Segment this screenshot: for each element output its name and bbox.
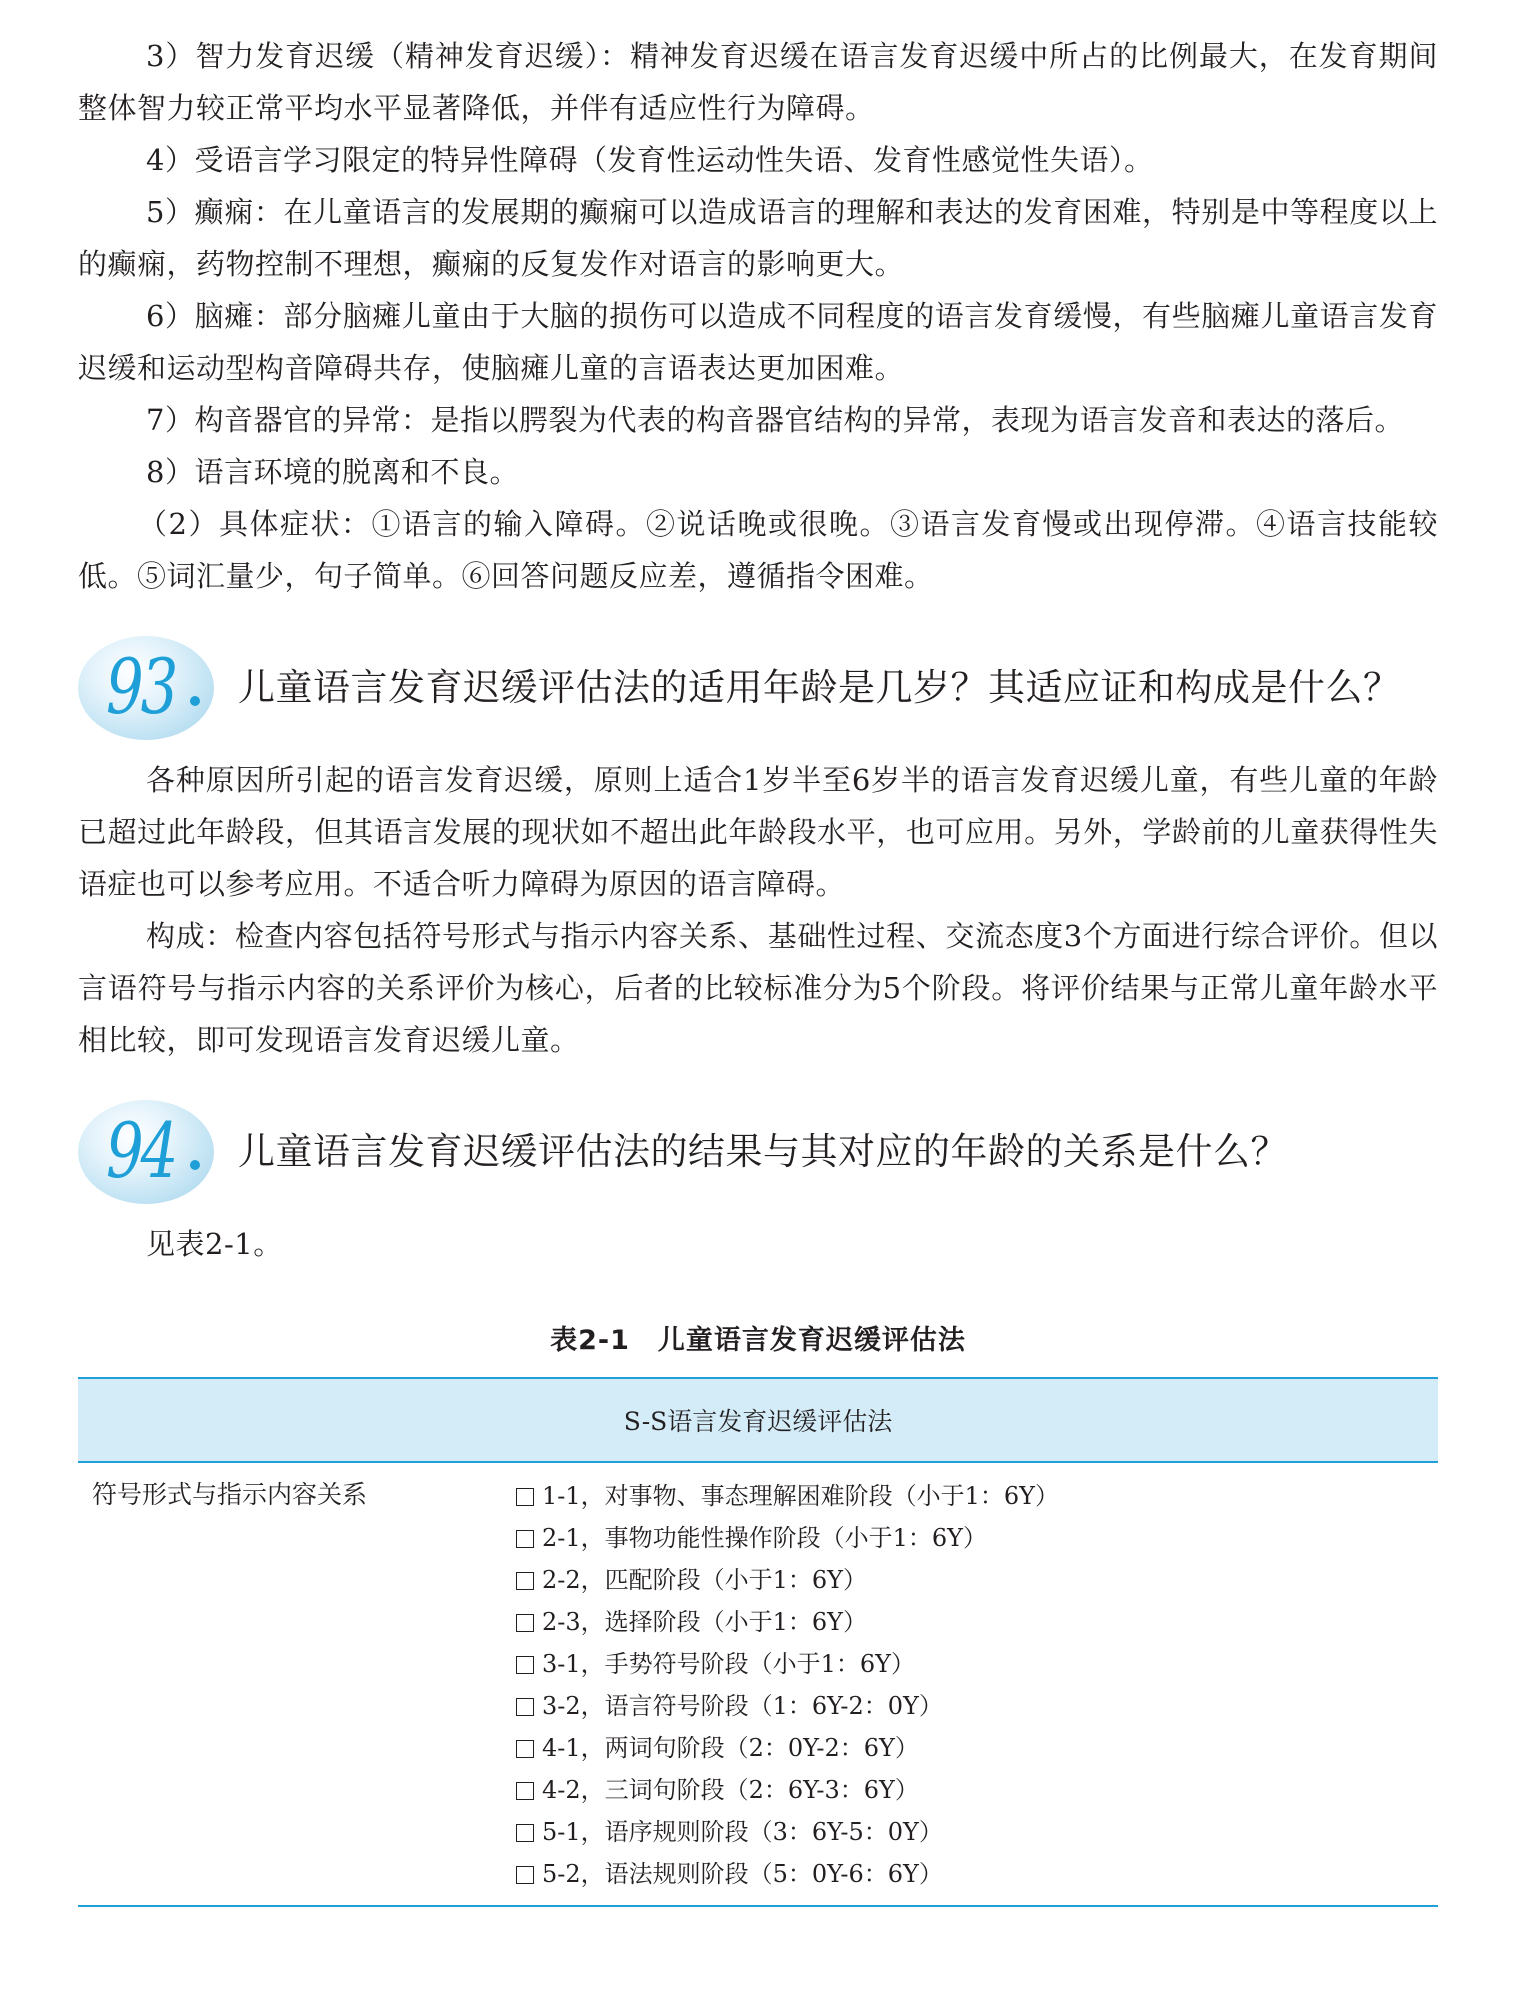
question-title: 儿童语言发育迟缓评估法的结果与其对应的年龄的关系是什么？: [238, 1130, 1288, 1173]
table-reference: 见表2-1。: [146, 1227, 283, 1261]
stage-label: 2-2，匹配阶段（小于1：6Y）: [542, 1566, 868, 1594]
stage-item: [516, 1643, 1437, 1685]
checkbox-icon: [516, 1740, 534, 1758]
stage-item: [516, 1517, 1437, 1559]
stage-label: 4-2，三词句阶段（2：6Y-3：6Y）: [542, 1776, 919, 1804]
question-title: 儿童语言发育迟缓评估法的适用年龄是几岁？其适应证和构成是什么？: [238, 666, 1401, 709]
stage-item: [516, 1727, 1437, 1769]
stage-list-cell: [515, 1462, 1438, 1906]
table-caption-title: 儿童语言发育迟缓评估法: [657, 1325, 966, 1356]
table-row: [78, 1462, 1438, 1906]
checkbox-icon: [516, 1824, 534, 1842]
paragraph: 8）语言环境的脱离和不良。: [146, 455, 519, 489]
paragraph: 7）构音器官的异常：是指以腭裂为代表的构音器官结构的异常，表现为语言发音和表达的落后。: [146, 403, 1404, 437]
table-header: S-S语言发育迟缓评估法: [78, 1378, 1438, 1462]
stage-item: [516, 1811, 1437, 1853]
checkbox-icon: [516, 1488, 534, 1506]
stage-label: 3-1，手势符号阶段（小于1：6Y）: [542, 1650, 916, 1678]
checkbox-icon: [516, 1614, 534, 1632]
section-heading-93: [78, 632, 1438, 744]
stage-label: 5-2，语法规则阶段（5：0Y-6：6Y）: [542, 1860, 943, 1888]
dot-icon: [190, 696, 200, 706]
stage-label: 1-1，对事物、事态理解困难阶段（小于1：6Y）: [542, 1482, 1060, 1510]
checkbox-icon: [516, 1656, 534, 1674]
question-number-badge: [78, 1096, 218, 1208]
stage-list: [516, 1475, 1437, 1895]
stage-label: 2-1，事物功能性操作阶段（小于1：6Y）: [542, 1524, 988, 1552]
paragraph: 构成：检查内容包括符号形式与指示内容关系、基础性过程、交流态度3个方面进行综合评价。但以言语符号与指示内容的关系评价为核心，后者的比较标准分为5个阶段。将评价结果与正常儿童年龄水平相比较，即可发现语言发育迟缓儿童。: [78, 919, 1438, 1057]
stage-item: [516, 1769, 1437, 1811]
section-body-93: [78, 754, 1438, 1066]
checkbox-icon: [516, 1572, 534, 1590]
page: [78, 30, 1438, 1907]
stage-item: [516, 1601, 1437, 1643]
paragraph: 各种原因所引起的语言发育迟缓，原则上适合1岁半至6岁半的语言发育迟缓儿童，有些儿童的年龄已超过此年龄段，但其语言发展的现状如不超出此年龄段水平，也可应用。另外，学龄前的儿童获得性失语症也可以参考应用。不适合听力障碍为原因的语言障碍。: [78, 763, 1438, 901]
stage-label: 5-1，语序规则阶段（3：6Y-5：0Y）: [542, 1818, 943, 1846]
dot-icon: [190, 1160, 200, 1170]
stage-label: 2-3，选择阶段（小于1：6Y）: [542, 1608, 868, 1636]
stage-item: [516, 1685, 1437, 1727]
paragraph: （2）具体症状：①语言的输入障碍。②说话晚或很晚。③语言发育慢或出现停滞。④语言技能较低。⑤词汇量少，句子简单。⑥回答问题反应差，遵循指令困难。: [78, 507, 1438, 593]
checkbox-icon: [516, 1530, 534, 1548]
paragraph: 3）智力发育迟缓（精神发育迟缓）：精神发育迟缓在语言发育迟缓中所占的比例最大，在发育期间整体智力较正常平均水平显著降低，并伴有适应性行为障碍。: [78, 39, 1438, 125]
checkbox-icon: [516, 1866, 534, 1884]
stage-label: 3-2，语言符号阶段（1：6Y-2：0Y）: [542, 1692, 943, 1720]
checkbox-icon: [516, 1782, 534, 1800]
row-label: 符号形式与指示内容关系: [78, 1462, 515, 1906]
stage-item: [516, 1475, 1437, 1517]
stage-label: 4-1，两词句阶段（2：0Y-2：6Y）: [542, 1734, 919, 1762]
paragraph: 6）脑瘫：部分脑瘫儿童由于大脑的损伤可以造成不同程度的语言发育缓慢，有些脑瘫儿童语言发育迟缓和运动型构音障碍共存，使脑瘫儿童的言语表达更加困难。: [78, 299, 1438, 385]
stage-item: [516, 1559, 1437, 1601]
question-number: 93: [106, 642, 176, 731]
intro-block: [78, 30, 1438, 602]
paragraph: 5）癫痫：在儿童语言的发展期的癫痫可以造成语言的理解和表达的发育困难，特别是中等程度以上的癫痫，药物控制不理想，癫痫的反复发作对语言的影响更大。: [78, 195, 1438, 281]
stage-item: [516, 1853, 1437, 1895]
question-number-badge: [78, 632, 218, 744]
section-heading-94: [78, 1096, 1438, 1208]
assessment-table: [78, 1377, 1438, 1907]
table-caption: [78, 1318, 1438, 1357]
table-caption-number: 表2-1: [550, 1325, 630, 1356]
checkbox-icon: [516, 1698, 534, 1716]
question-number: 94: [106, 1106, 176, 1195]
paragraph: 4）受语言学习限定的特异性障碍（发育性运动性失语、发育性感觉性失语）。: [146, 143, 1154, 177]
